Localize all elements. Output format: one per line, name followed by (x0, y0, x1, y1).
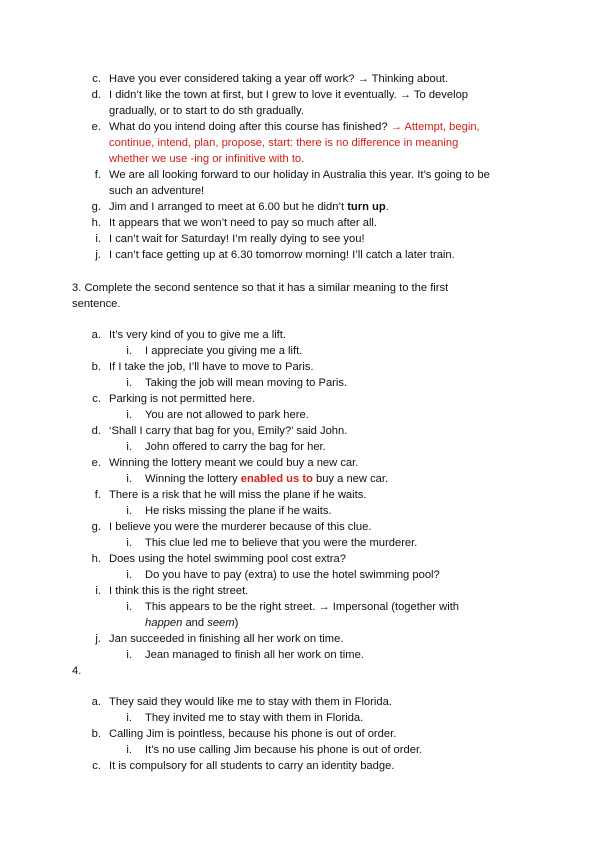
item-label: c. (92, 393, 101, 405)
subitem-text (145, 471, 388, 487)
subitem-text: This appears to be the right street. → Impersonal (together with (145, 601, 460, 613)
subitem-label: i. (126, 569, 132, 581)
item-text: Have you ever considered taking a year off work? → Thinking about. (109, 73, 449, 85)
subitem-label: i. (126, 473, 132, 485)
item-label: c. (92, 760, 101, 772)
subitem-label: i. (126, 601, 132, 613)
subitem-text-plain: ) (234, 617, 239, 629)
item-label: d. (91, 425, 101, 437)
item-label: b. (91, 361, 101, 373)
subitem-text: Jean managed to finish all her work on time. (145, 649, 364, 661)
item-label: a. (91, 329, 101, 341)
subitem-label: i. (126, 537, 132, 549)
item-text: It’s very kind of you to give me a lift. (109, 329, 287, 341)
item-text: Winning the lottery meant we could buy a new car. (109, 457, 359, 469)
item-text-cont: gradually, or to start to do sth gradually. (109, 105, 304, 117)
subitem-label: i. (126, 345, 132, 357)
subitem-label: i. (126, 505, 132, 517)
item-text: I believe you were the murderer because of this clue. (109, 521, 372, 533)
bold-answer: turn up (347, 201, 386, 213)
annotation-red: continue, intend, plan, propose, start: there is no difference in meaning (109, 137, 459, 149)
item-label: j. (95, 633, 101, 645)
item-label: j. (95, 249, 101, 261)
subitem-label: i. (126, 377, 132, 389)
item-text: ‘Shall I carry that bag for you, Emily?’ said John. (109, 425, 348, 437)
item-label: g. (91, 521, 101, 533)
subitem-label: i. (126, 712, 132, 724)
item-text: I can’t wait for Saturday! I’m really dying to see you! (109, 233, 365, 245)
item-label: h. (91, 217, 101, 229)
item-label: i. (95, 585, 101, 597)
subitem-text: It’s no use calling Jim because his phone is out of order. (145, 744, 423, 756)
subitem-label: i. (126, 409, 132, 421)
item-label: g. (91, 201, 101, 213)
item-label: a. (91, 696, 101, 708)
item-text: Calling Jim is pointless, because his phone is out of order. (109, 728, 397, 740)
item-label: i. (95, 233, 101, 245)
subitem-text-cont (145, 615, 238, 631)
item-text: I think this is the right street. (109, 585, 249, 597)
item-text: Does using the hotel swimming pool cost extra? (109, 553, 346, 565)
item-text-cont: such an adventure! (109, 185, 205, 197)
item-text: I can’t face getting up at 6.30 tomorrow morning! I’ll catch a later train. (109, 249, 455, 261)
item-text: They said they would like me to stay with them in Florida. (109, 696, 392, 708)
subitem-text: You are not allowed to park here. (145, 409, 309, 421)
item-text: We are all looking forward to our holiday in Australia this year. It’s going to be (109, 169, 490, 181)
item-text-plain: . (385, 201, 389, 213)
item-text: I didn’t like the town at first, but I grew to love it eventually. → To develop (109, 89, 469, 101)
item-text: Jan succeeded in finishing all her work on time. (109, 633, 344, 645)
subitem-text: John offered to carry the bag for her. (145, 441, 326, 453)
item-text: If I take the job, I’ll have to move to Paris. (109, 361, 314, 373)
subitem-text: I appreciate you giving me a lift. (145, 345, 303, 357)
item-label: e. (91, 457, 101, 469)
italic-word: seem (207, 617, 235, 629)
section-heading: 4. (72, 665, 82, 677)
annotation-red: whether we use -ing or infinitive with to. (109, 153, 305, 165)
item-text-plain: Jim and I arranged to meet at 6.00 but he didn’t (109, 201, 348, 213)
item-label: c. (92, 73, 101, 85)
subitem-text: They invited me to stay with them in Florida. (145, 712, 364, 724)
section-heading: 3. Complete the second sentence so that it has a similar meaning to the first (72, 282, 449, 294)
item-label: d. (91, 89, 101, 101)
item-text: It appears that we won’t need to pay so much after all. (109, 217, 378, 229)
subitem-text-plain: Winning the lottery (145, 473, 241, 485)
item-text (109, 119, 480, 135)
item-text: There is a risk that he will miss the plane if he waits. (109, 489, 367, 501)
annotation-red: → Attempt, begin, (387, 121, 480, 133)
item-text (109, 199, 389, 215)
item-label: h. (91, 553, 101, 565)
subitem-text-plain: and (182, 617, 208, 629)
item-text: Parking is not permitted here. (109, 393, 256, 405)
answer-red-bold: enabled us to (240, 473, 313, 485)
section-heading-cont: sentence. (72, 298, 121, 310)
italic-word: happen (145, 617, 183, 629)
item-text: It is compulsory for all students to carry an identity badge. (109, 760, 395, 772)
subitem-text: Do you have to pay (extra) to use the hotel swimming pool? (145, 569, 440, 581)
item-label: e. (91, 121, 101, 133)
item-text-plain: What do you intend doing after this course has finished? (109, 121, 388, 133)
subitem-text: He risks missing the plane if he waits. (145, 505, 332, 517)
item-label: f. (94, 169, 101, 181)
item-label: f. (94, 489, 101, 501)
subitem-label: i. (126, 441, 132, 453)
subitem-label: i. (126, 649, 132, 661)
item-label: b. (91, 728, 101, 740)
subitem-label: i. (126, 744, 132, 756)
subitem-text: Taking the job will mean moving to Paris. (145, 377, 348, 389)
subitem-text: This clue led me to believe that you were the murderer. (145, 537, 418, 549)
subitem-text-plain: buy a new car. (312, 473, 389, 485)
